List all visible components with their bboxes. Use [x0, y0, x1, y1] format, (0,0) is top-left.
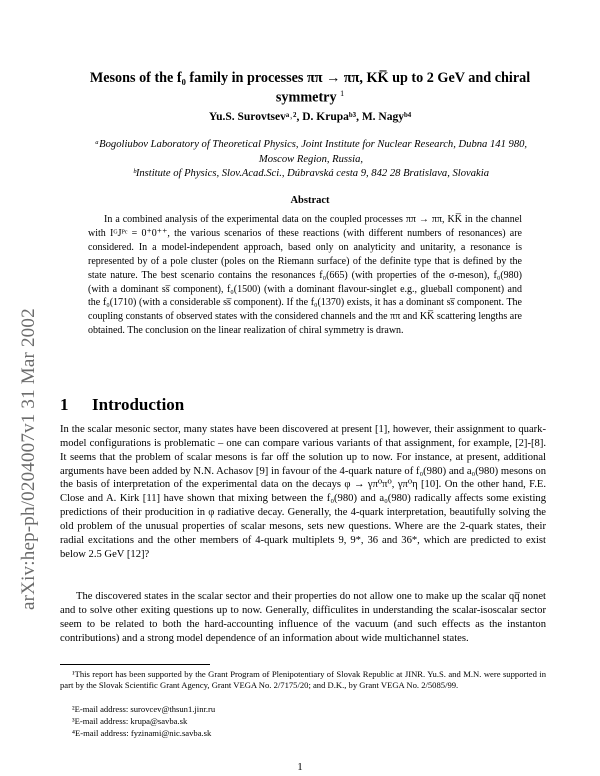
section-title: Introduction — [92, 395, 185, 414]
section-number: 1 — [60, 395, 69, 414]
title-footnote-mark: 1 — [340, 89, 345, 98]
affiliation-a: ᵃBogoliubov Laboratory of Theoretical Physics, Joint Institute for Nuclear Research, Dubna 141 980, Moscow Region, Russia, — [94, 139, 528, 165]
intro-paragraph-2: The discovered states in the scalar sector and their properties do not allow one to make up the scalar qq̅ nonet and to solve other exiting questions up to now. Generally, difficulites in understanding the scalar-isoscalar sector seem to be related to both the hard-accounting influence of the vacuum (and such effects as the instanton contributions) and a strong model dependence of an information about wide multichannel states. — [60, 591, 546, 644]
author-list: Yu.S. Surovtsevᵃ˒², D. Krupaᵇ³, M. Nagyᵇ⁴ — [208, 111, 412, 123]
title-text: Mesons of the f₀ family in processes ππ → ππ, KK̅ up to 2 GeV and chiral symmetry — [89, 70, 531, 106]
footnote-2: ²E-mail address: surovcev@thsun1.jinr.ru — [72, 704, 216, 714]
affiliation-b: ᵇInstitute of Physics, Slov.Acad.Sci., Dúbravská cesta 9, 842 28 Bratislava, Slovakia — [132, 168, 489, 179]
abstract-body: In a combined analysis of the experimental data on the coupled processes ππ → ππ, KK̅ in the channel with IᴳJᴾᶜ = 0⁺0⁺⁺, the various scenarios of these reactions (with different numbers of resonances) are considered. In a model-independent approach, based only on analyticity and unitarity, a resonance is represented by of a pole cluster (poles on the Riemann surface) of the definite type that is defined by the state nature. The best scenario contains the resonances f₀(665) (with properties of the σ-meson), f₀(980) (with a dominant ss̅ component), f₀(1500) (with a dominant flavour-singlet e.g., glueball component) and the f₀(1710) (with a considerable ss̅ component). If the f₀(1370) exists, it has a dominant ss̅ component. The coupling constants of observed states with the considered channels and the ππ and KK̅ scattering lengths are obtained. The conclusion on the linear realization of chiral symmetry is drawn. — [88, 214, 522, 337]
page-number: 1 — [297, 761, 303, 773]
arxiv-stamp: arXiv:hep-ph/0204007v1 31 Mar 2002 — [18, 308, 39, 610]
footnote-3: ³E-mail address: krupa@savba.sk — [72, 716, 188, 726]
footnote-1: ¹This report has been supported by the Grant Program of Plenipotentiary of Slovak Republic at JINR. Yu.S. and M.N. were supported in part by the Slovak Scientific Grant Agency, Grant VEGA No. 2/7175/20; and D.K., by Grant VEGA No. 2/5085/99. — [60, 669, 546, 691]
footnote-rule — [60, 664, 210, 665]
section-heading — [60, 395, 184, 415]
footnote-4: ⁴E-mail address: fyzinami@nic.savba.sk — [72, 728, 212, 738]
abstract-heading: Abstract — [290, 195, 330, 206]
intro-paragraph-1: In the scalar mesonic sector, many states have been discovered at present [1], however, their assignment to quark-model configurations is problematic – one can compare various variants of that assignment, for example, [2]-[8]. It seems that the problem of scalar mesons is far off the solution up to now. For instance, at present, additional arguments have been added by N.N. Achasov [9] in favour of the 4-quark nature of f₀(980) and a₀(980) mesons on the basis of interpretation of the experimental data on the decays φ → γπ⁰π⁰, γπ⁰η [10]. On the other hand, F.E. Close and A. Kirk [11] have shown that mixing between the f₀(980) and a₀(980) radically affects some existing predictions of their producition in φ radiative decay. Generally, the 4-quark interpretation, beautifully solving the old problem of the unusual properties of scalar mesons, sets new questions. Where are the 2-quark states, their radial excitations and the other members of 4-quark multiplets 9, 9*, 36 and 36*, which are predicted to exist below 2.5 GeV [12]? — [60, 424, 546, 560]
paper-title — [60, 70, 560, 106]
